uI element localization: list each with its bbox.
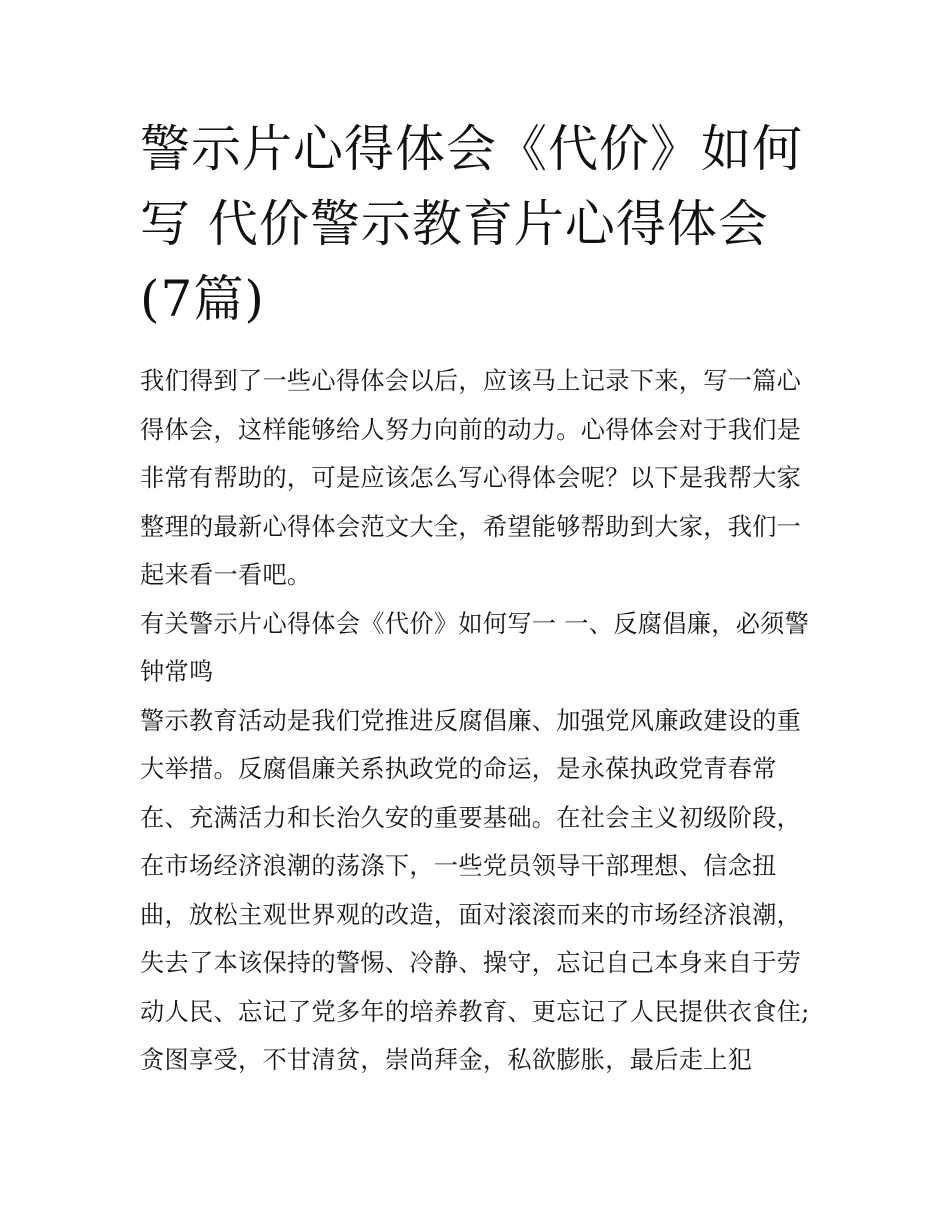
intro-paragraph: 我们得到了一些心得体会以后，应该马上记录下来，写一篇心得体会，这样能够给人努力向前的动力。心得体会对于我们是非常有帮助的，可是应该怎么写心得体会呢？以下是我帮大家整理的最新心得体会范文大全，希望能够帮助到大家，我们一起来看一看吧。 (140, 367, 802, 589)
section-heading-paragraph: 有关警示片心得体会《代价》如何写一 一、反腐倡廉，必须警钟常鸣 (140, 609, 810, 686)
body-paragraph: 警示教育活动是我们党推进反腐倡廉、加强党风廉政建设的重大举措。反腐倡廉关系执政党的命运，是永葆执政党青春常在、充满活力和长治久安的重要基础。在社会主义初级阶段，在市场经济浪潮的荡涤下，一些党员领导干部理想、信念扭曲，放松主观世界观的改造，面对滚滚而来的市场经济浪潮，失去了本该保持的警惕、冷静、操守，忘记自己本身来自于劳动人民、忘记了党多年的培养教育、更忘记了人民提供衣食住;贪图享受，不甘清贫，崇尚拜金，私欲膨胀，最后走上犯 (140, 706, 810, 1074)
document-title: 警示片心得体会《代价》如何写 代价警示教育片心得体会(7篇) (140, 120, 803, 328)
document-body (140, 357, 816, 1085)
